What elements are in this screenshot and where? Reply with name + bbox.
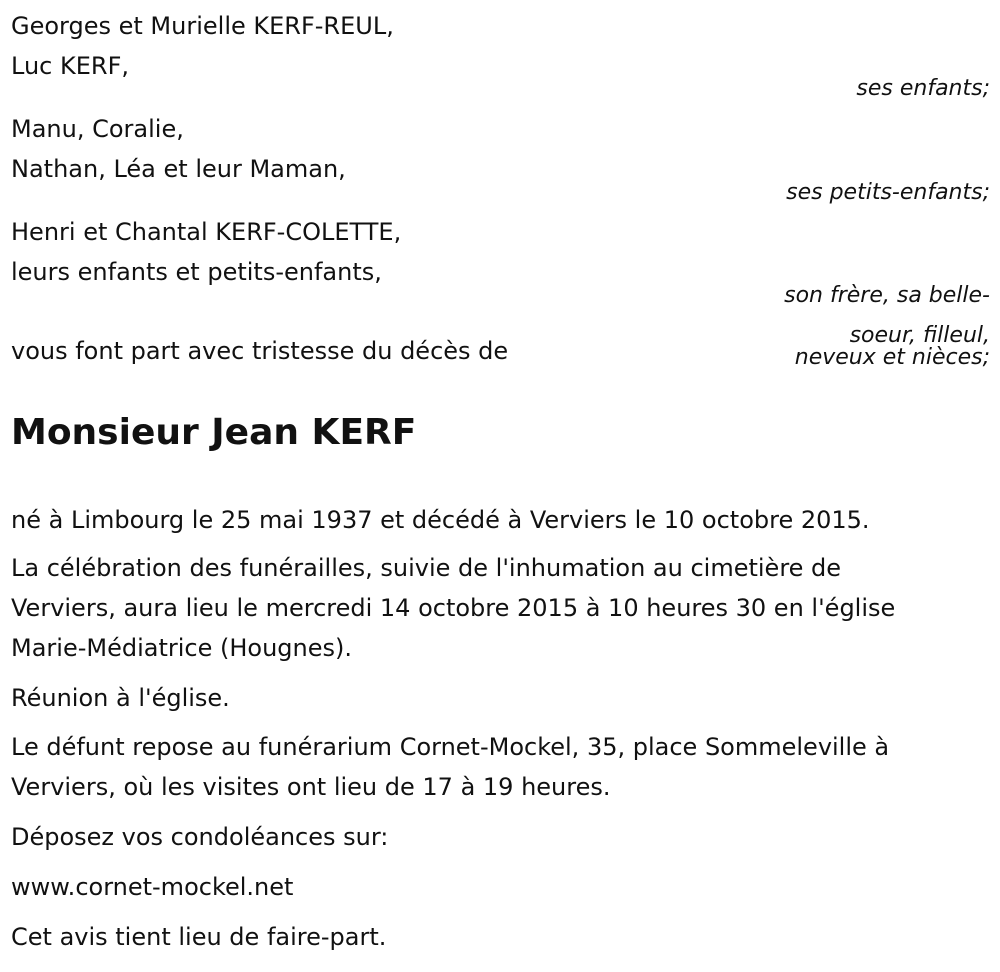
children-role: ses enfants; — [856, 76, 990, 101]
website-line: www.cornet-mockel.net — [11, 873, 294, 901]
funeral-line-1: La célébration des funérailles, suivie de l'inhumation au cimetière de — [11, 554, 842, 582]
announcement-intro: vous font part avec tristesse du décès de — [11, 337, 509, 365]
deceased-name: Monsieur Jean KERF — [11, 412, 417, 453]
sibling-line-2: leurs enfants et petits-enfants, — [11, 258, 382, 286]
grandchildren-line-2: Nathan, Léa et leur Maman, — [11, 155, 346, 183]
sibling-role-line-2: soeur, filleul, — [849, 323, 990, 348]
funeral-line-2: Verviers, aura lieu le mercredi 14 octobre 2015 à 10 heures 30 en l'église — [11, 594, 896, 622]
grandchildren-line-1: Manu, Coralie, — [11, 115, 184, 143]
sibling-line-1: Henri et Chantal KERF-COLETTE, — [11, 218, 402, 246]
rest-line-2: Verviers, où les visites ont lieu de 17 à 19 heures. — [11, 773, 611, 801]
sibling-role-line-3: neveux et nièces; — [794, 345, 990, 370]
rest-line-1: Le défunt repose au funérarium Cornet-Mockel, 35, place Sommeleville à — [11, 733, 890, 761]
meeting-line: Réunion à l'église. — [11, 684, 230, 712]
grandchildren-role: ses petits-enfants; — [786, 180, 990, 205]
birth-death-line: né à Limbourg le 25 mai 1937 et décédé à Verviers le 10 octobre 2015. — [11, 506, 870, 534]
sibling-role-line-1: son frère, sa belle- — [784, 283, 990, 308]
funeral-line-3: Marie-Médiatrice (Hougnes). — [11, 634, 353, 662]
condolences-label: Déposez vos condoléances sur: — [11, 823, 389, 851]
children-line-1: Georges et Murielle KERF-REUL, — [11, 12, 394, 40]
closing-line: Cet avis tient lieu de faire-part. — [11, 923, 387, 951]
children-line-2: Luc KERF, — [11, 52, 129, 80]
